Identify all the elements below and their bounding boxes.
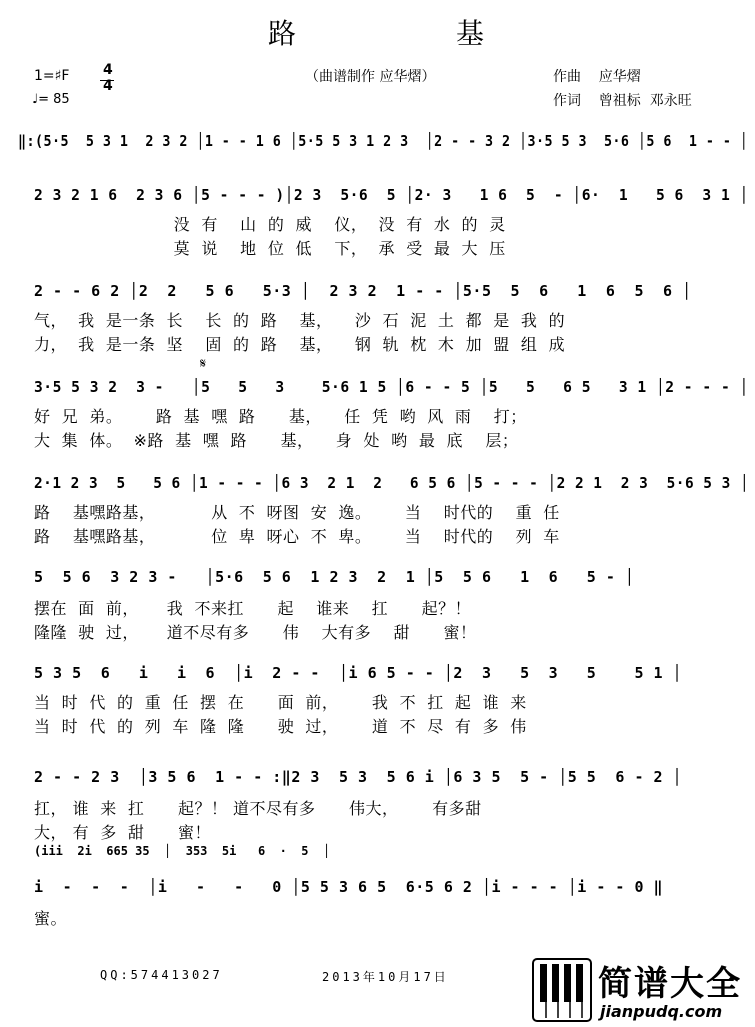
lyricist-credit: 作词 曾祖标 邓永旺 — [553, 93, 692, 109]
tempo-marking: ♩= 85 — [32, 92, 70, 107]
score-system-2-lyrics-verse-2: 莫 说 地 位 低 下， 承 受 最 大 压 — [34, 239, 506, 258]
score-system-6-lyrics-verse-2: 隆隆 驶 过， 道不尽有多 伟 大有多 甜 蜜！ — [34, 623, 477, 642]
score-system-3-lyrics-verse-2: 力， 我 是一条 坚 固 的 路 基， 钢 轨 枕 木 加 盟 组 成 — [34, 335, 566, 354]
score-system-8-lyrics-verse-1: 扛， 谁 来 扛 起？！ 道不尽有多 伟大， 有多甜 — [34, 799, 482, 818]
score-system-2-notes: 2 3 2 1 6 2 3 6 │5 - - - )│2 3 5·6 5 │2· 3 1 6 5 - │6· 1 5 6 3 1 │ — [34, 186, 749, 204]
site-logo-url: jianpudq.com — [600, 1002, 723, 1021]
score-system-5-lyrics-verse-2: 路 基嘿路基， 位 卑 呀心 不 卑。 当 时代的 列 车 — [34, 527, 560, 546]
segno-mark-icon: 𝄋 — [200, 356, 207, 372]
producer-credit: （曲谱制作 应华熠） — [305, 69, 436, 85]
score-system-6-notes: 5 5 6 3 2 3 - │5·6 5 6 1 2 3 2 1 │5 5 6 1 6 5 - │ — [34, 568, 635, 586]
score-system-2-lyrics-verse-1: 没 有 山 的 威 仪， 没 有 水 的 灵 — [34, 215, 506, 234]
page-title-right: 基 — [456, 17, 485, 50]
composer-credit: 作曲 应华熠 — [553, 69, 641, 85]
score-system-9-interlude: (iii 2i 665 35 │ 353 5i 6 · 5 │ — [34, 844, 331, 858]
score-system-10-lyrics-verse-1: 蜜。 — [34, 909, 68, 928]
score-system-4-lyrics-verse-1: 好 兄 弟。 路 基 嘿 路 基， 任 凭 哟 风 雨 打； — [34, 407, 527, 426]
score-system-7-lyrics-verse-2: 当 时 代 的 列 车 隆 隆 驶 过， 道 不 尽 有 多 伟 — [34, 717, 527, 736]
page-title-left: 路 — [268, 17, 297, 50]
score-system-1-notes: ‖:(5·5 5 3 1 2 3 2 │1 - - 1 6 │5·5 5 3 1 2 3 │2 - - 3 2 │3·5 5 3 5·6 │5 6 1 - - │ — [18, 132, 749, 150]
score-system-3-notes: 2 - - 6 2 │2 2 5 6 5·3 │ 2 3 2 1 - - │5·5 5 6 1 6 5 6 │ — [34, 282, 692, 300]
score-system-8-notes: 2 - - 2 3 │3 5 6 1 - - :‖2 3 5 3 5 6 i │6 3 5 5 - │5 5 6 - 2 │ — [34, 768, 683, 786]
site-logo-name: 简谱大全 — [598, 964, 742, 1004]
score-system-4-lyrics-verse-2: 大 集 体。 ※路 基 嘿 路 基， 身 处 哟 最 底 层； — [34, 431, 519, 450]
key-signature: 1=♯F — [34, 68, 70, 84]
score-system-10-notes: i - - - │i - - 0 │5 5 3 6 5 6·5 6 2 │i - - - │i - - 0 ‖ — [34, 878, 664, 896]
score-system-7-lyrics-verse-1: 当 时 代 的 重 任 摆 在 面 前， 我 不 扛 起 谁 来 — [34, 693, 527, 712]
piano-keys-logo-icon — [532, 958, 594, 1022]
footer-qq: QQ:574413027 — [100, 968, 223, 982]
score-system-4-notes: 3·5 5 3 2 3 - │5 5 3 5·6 1 5 │6 - - 5 │5 5 6 5 3 1 │2 - - - │ — [34, 378, 749, 396]
time-signature-top: 4 — [103, 62, 113, 78]
score-system-5-notes: 2·1 2 3 5 5 6 │1 - - - │6 3 2 1 2 6 5 6 │5 - - - │2 2 1 2 3 5·6 5 3 │ — [34, 474, 750, 492]
footer-date: 2013年10月17日 — [322, 970, 449, 984]
score-system-8-lyrics-verse-2: 大， 有 多 甜 蜜！ — [34, 823, 211, 842]
score-system-7-notes: 5 3 5 6 i i 6 │i 2 - - │i 6 5 - - │2 3 5 3 5 5 1 │ — [34, 664, 683, 682]
score-system-3-lyrics-verse-1: 气， 我 是一条 长 长 的 路 基， 沙 石 泥 土 都 是 我 的 — [34, 311, 566, 330]
score-system-5-lyrics-verse-1: 路 基嘿路基， 从 不 呀图 安 逸。 当 时代的 重 任 — [34, 503, 560, 522]
time-signature-bottom: 4 — [103, 78, 113, 94]
score-system-6-lyrics-verse-1: 摆在 面 前， 我 不来扛 起 谁来 扛 起？！ — [34, 599, 472, 618]
